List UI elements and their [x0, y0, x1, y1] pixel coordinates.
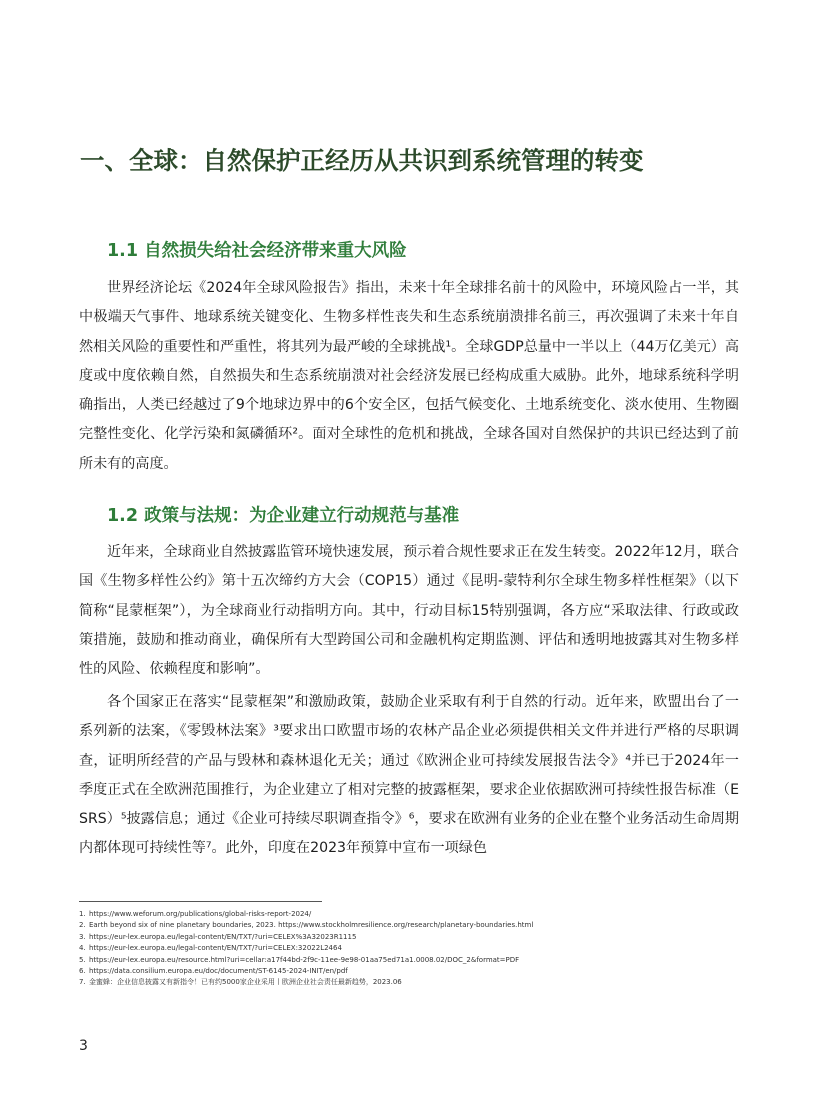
- footnote-number: 1.: [79, 910, 86, 918]
- footnote-text: https://eur-lex.europa.eu/resource.html?uri=cellar:a17f44bd-2f9c-11ee-9e98-01aa75ed71a1.0008.02/DOC_2&format=PDF: [89, 955, 520, 964]
- footnote-number: 7.: [79, 978, 86, 987]
- section-1-2-title: 1.2 政策与法规：为企业建立行动规范与基准: [107, 506, 460, 526]
- footnote-text: https://eur-lex.europa.eu/legal-content/EN/TXT/?uri=CELEX:32022L2464: [89, 944, 342, 953]
- footnote-item: [79, 909, 749, 920]
- footnote-text: 金蜜蜂：企业信息披露又有新指令！已有约5000家企业采用丨欧洲企业社会责任最新趋势，2023.06: [89, 978, 402, 987]
- footnote-number: 6.: [79, 967, 86, 976]
- section-1-1-paragraph: 世界经济论坛《2024年全球风险报告》指出，未来十年全球排名前十的风险中，环境风险占一半，其中极端天气事件、地球系统关键变化、生物多样性丧失和生态系统崩溃排名前三，再次强调了未来十年自然相关风险的重要性和严重性，将其列为最严峻的全球挑战¹。全球GDP总量中一半以上（44万亿美元）高度或中度依赖自然，自然损失和生态系统崩溃对社会经济发展已经构成重大威胁。此外，地球系统科学明确指出，人类已经越过了9个地球边界中的6个安全区，包括气候变化、土地系统变化、淡水使用、生物圈完整性变化、化学污染和氮磷循环²。面对全球性的危机和挑战，全球各国对自然保护的共识已经达到了前所未有的高度。: [79, 280, 739, 472]
- chapter-heading: 一、全球：自然保护正经历从共识到系统管理的转变: [80, 146, 644, 175]
- footnote-text: https://www.weforum.org/publications/global-risks-report-2024/: [89, 910, 312, 918]
- footnote-divider: [79, 901, 322, 902]
- footnote-item: [79, 943, 749, 954]
- footnote-item: [79, 966, 749, 977]
- footnote-text: https://eur-lex.europa.eu/legal-content/EN/TXT/?uri=CELEX%3A32023R1115: [89, 932, 357, 941]
- section-1-2-paragraph-2: 各个国家正在落实“昆蒙框架”和激励政策，鼓励企业采取有利于自然的行动。近年来，欧盟出台了一系列新的法案，《零毁林法案》³要求出口欧盟市场的农林产品企业必须提供相关文件并进行严格的尽职调查，证明所经营的产品与毁林和森林退化无关；通过《欧洲企业可持续发展报告法令》⁴并已于2024年一季度正式在全欧洲范围推行，为企业建立了相对完整的披露框架，要求企业依据欧洲可持续性报告标准（ESRS）⁵披露信息；通过《企业可持续尽职调查指令》⁶，要求在欧洲有业务的企业在整个业务活动生命周期内都体现可持续性等⁷。此外，印度在2023年预算中宣布一项绿色: [79, 694, 739, 857]
- footnote-number: 3.: [79, 932, 86, 941]
- footnote-list: [79, 909, 749, 989]
- section-1-2-paragraph-1: 近年来，全球商业自然披露监管环境快速发展，预示着合规性要求正在发生转变。2022年12月，联合国《生物多样性公约》第十五次缔约方大会（COP15）通过《昆明-蒙特利尔全球生物多样性框架》（以下简称“昆蒙框架”），为全球商业行动指明方向。其中，行动目标15特别强调，各方应“采取法律、行政或政策措施，鼓励和推动商业，确保所有大型跨国公司和金融机构定期监测、评估和透明地披露其对生物多样性的风险、依赖程度和影响”。: [79, 544, 739, 678]
- footnote-number: 4.: [79, 944, 86, 953]
- footnote-number: 2.: [79, 921, 86, 930]
- footnote-item: [79, 932, 749, 943]
- footnote-text: Earth beyond six of nine planetary boundaries, 2023. https://www.stockholmresilience.org/research/planetary-boundaries.html: [89, 921, 534, 930]
- section-1-1-title: 1.1 自然损失给社会经济带来重大风险: [107, 241, 407, 261]
- footnote-text: https://data.consilium.europa.eu/doc/document/ST-6145-2024-INIT/en/pdf: [89, 967, 348, 976]
- footnote-number: 5.: [79, 955, 86, 964]
- footnote-item: [79, 955, 749, 966]
- footnote-item: [79, 977, 749, 988]
- footnote-item: [79, 920, 749, 931]
- page-number: 3: [79, 1038, 88, 1054]
